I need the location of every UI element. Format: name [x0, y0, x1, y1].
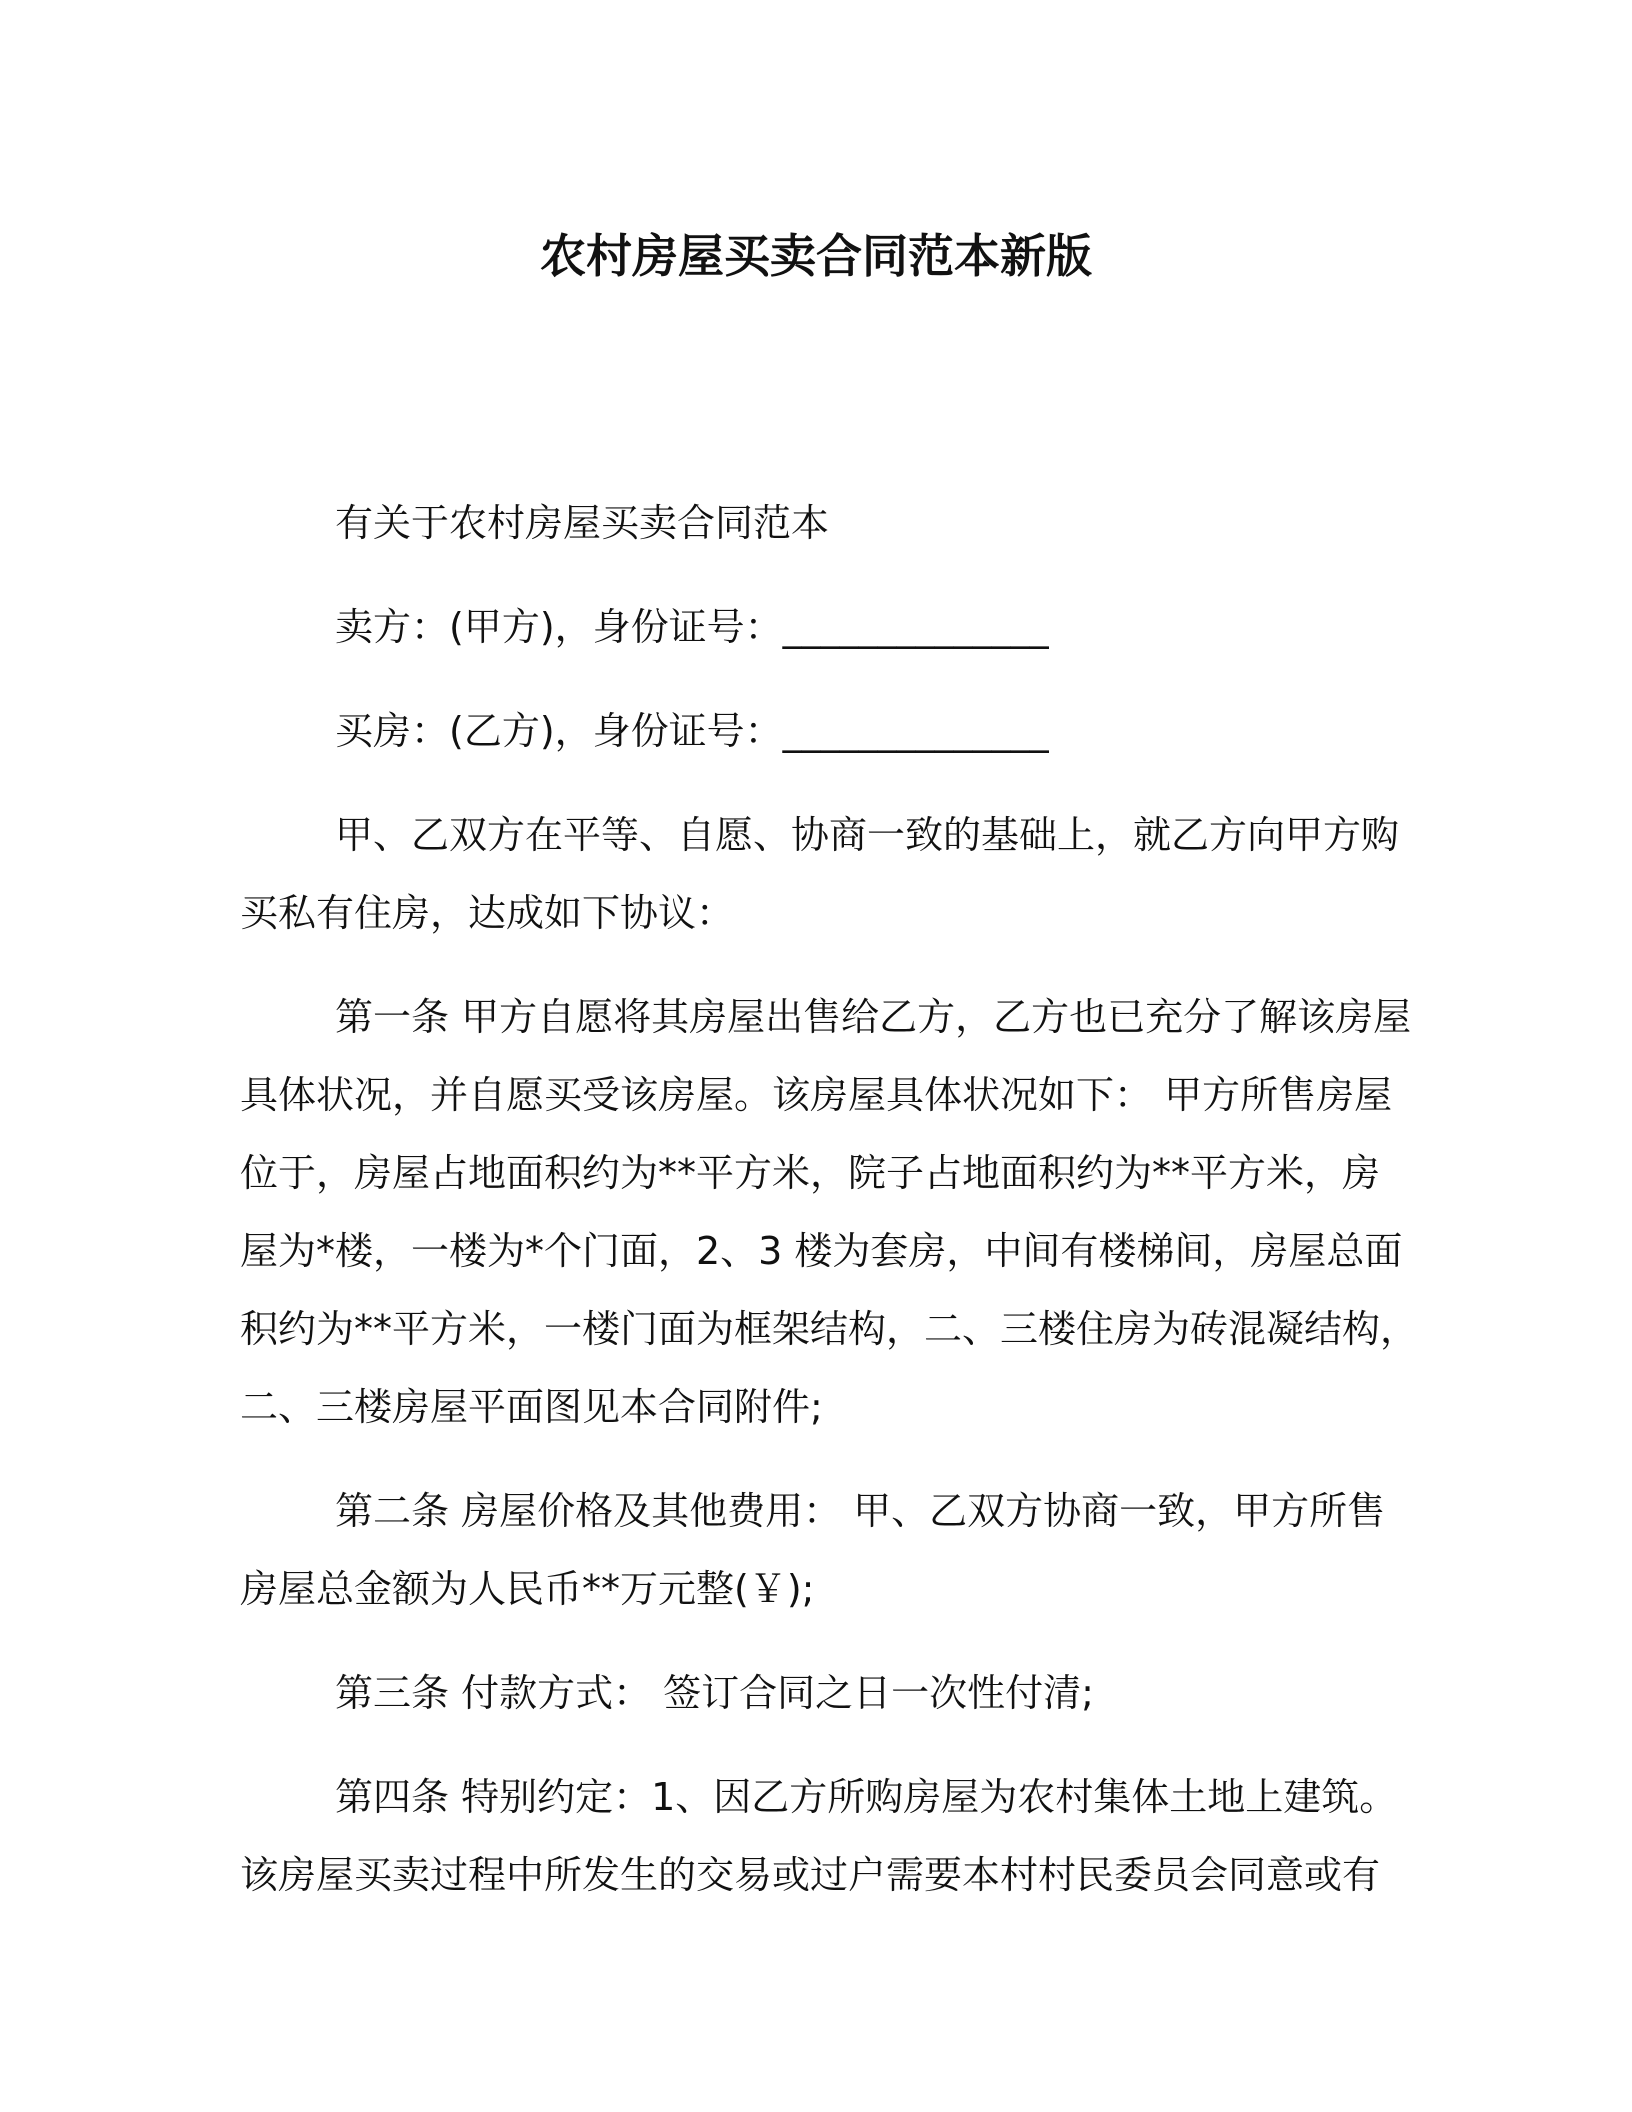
- paragraph-line: 甲、乙双方在平等、自愿、协商一致的基础上，就乙方向甲方购: [335, 813, 1400, 857]
- article-2: [240, 1472, 1388, 1628]
- paragraph-line: 积约为**平方米，一楼门面为框架结构，二、三楼住房为砖混凝结构，: [240, 1307, 1419, 1351]
- article-3: [240, 1654, 1388, 1732]
- paragraph-line: 具体状况，并自愿买受该房屋。该房屋具体状况如下： 甲方所售房屋: [240, 1073, 1393, 1117]
- paragraph-line: 第二条 房屋价格及其他费用： 甲、乙双方协商一致，甲方所售: [335, 1489, 1386, 1533]
- paragraph-line: 第三条 付款方式： 签订合同之日一次性付清;: [335, 1671, 1094, 1715]
- paragraph-line: 房屋总金额为人民币**万元整(￥);: [240, 1567, 815, 1611]
- intro-paragraph: [240, 796, 1400, 952]
- paragraph-line: 第一条 甲方自愿将其房屋出售给乙方，乙方也已充分了解该房屋: [335, 995, 1412, 1039]
- seller-line: 卖方：(甲方)，身份证号：______________: [335, 605, 1049, 649]
- paragraph-line: 屋为*楼，一楼为*个门面，2、3 楼为套房，中间有楼梯间，房屋总面: [240, 1229, 1403, 1273]
- document-subtitle: 有关于农村房屋买卖合同范本: [335, 501, 830, 545]
- paragraph-line: 二、三楼房屋平面图见本合同附件;: [240, 1385, 823, 1429]
- buyer-line: 买房：(乙方)，身份证号：______________: [335, 709, 1049, 753]
- article-1: [240, 978, 1419, 1446]
- document-body: [240, 484, 1419, 1914]
- article-4: [240, 1758, 1398, 1914]
- paragraph-line: 位于，房屋占地面积约为**平方米，院子占地面积约为**平方米，房: [240, 1151, 1381, 1195]
- document-title: 农村房屋买卖合同范本新版: [540, 229, 1092, 283]
- paragraph-line: 买私有住房，达成如下协议：: [240, 891, 735, 935]
- paragraph-line: 该房屋买卖过程中所发生的交易或过户需要本村村民委员会同意或有: [240, 1853, 1381, 1897]
- paragraph-line: 第四条 特别约定：1、因乙方所购房屋为农村集体土地上建筑。: [335, 1775, 1398, 1819]
